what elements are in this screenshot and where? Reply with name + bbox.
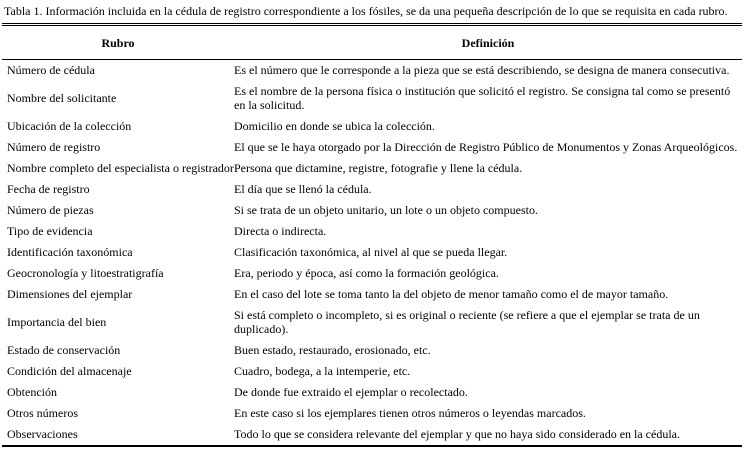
definicion-cell: Clasificación taxonómica, al nivel al que se pueda llegar. (234, 245, 508, 259)
column-header-rubro: Rubro (2, 25, 234, 60)
definicion-cell: Persona que dictamine, registre, fotografie y llene la cédula. (234, 161, 523, 175)
table-row (2, 361, 742, 382)
definicion-cell: Directa o indirecta. (234, 224, 327, 238)
definicion-cell: En este caso si los ejemplares tienen otros números o leyendas marcados. (234, 406, 586, 420)
rubro-cell: Geocronología y litoestratigrafía (7, 266, 164, 280)
definicion-cell: Cuadro, bodega, a la intemperie, etc. (234, 364, 411, 378)
definicion-cell: El que se le haya otorgado por la Dirección de Registro Público de Monumentos y Zonas Arqueológicos. (234, 140, 738, 154)
definicion-cell: Todo lo que se considera relevante del ejemplar y que no haya sido considerado en la cédula. (234, 427, 680, 441)
rubro-cell: Número de registro (7, 140, 101, 154)
table-row (2, 200, 742, 221)
definicion-cell: Es el número que le corresponde a la pieza que se está describiendo, se designa de manera consecutiva. (234, 63, 730, 77)
rubro-cell: Obtención (7, 385, 57, 399)
rubro-cell: Ubicación de la colección (7, 119, 132, 133)
table-row (2, 158, 742, 179)
table-row (2, 305, 742, 340)
header-row (2, 25, 742, 60)
rubro-cell: Condición del almacenaje (7, 364, 132, 378)
definicion-cell: De donde fue extraido el ejemplar o recolectado. (234, 385, 468, 399)
table-row (2, 81, 742, 116)
definicion-cell: En el caso del lote se toma tanto la del objeto de menor tamaño como el de mayor tamaño. (234, 287, 669, 301)
table-row (2, 340, 742, 361)
rubro-cell: Tipo de evidencia (7, 224, 93, 238)
registration-fields-table (2, 23, 742, 447)
table-row (2, 221, 742, 242)
rubro-cell: Número de piezas (7, 203, 94, 217)
rubro-cell: Nombre del solicitante (7, 91, 117, 105)
rubro-cell: Otros números (7, 406, 78, 420)
table-header (2, 25, 742, 60)
rubro-cell: Fecha de registro (7, 182, 90, 196)
definicion-cell: Era, periodo y época, así como la formación geológica. (234, 266, 499, 280)
table-caption: Tabla 1. Información incluida en la cédula de registro correspondiente a los fósiles, se da una pequeña descripción de lo que se requisita en cada rubro. (4, 4, 728, 18)
rubro-cell: Identificación taxonómica (7, 245, 133, 259)
table-row (2, 263, 742, 284)
table-row (2, 242, 742, 263)
table-row (2, 60, 742, 82)
definicion-cell: Si está completo o incompleto, si es original o reciente (se refiere a que el ejemplar se trata de un duplicado). (234, 308, 700, 336)
rubro-cell: Dimensiones del ejemplar (7, 287, 133, 301)
table-row (2, 137, 742, 158)
definicion-cell: Domicilio en donde se ubica la colección. (234, 119, 435, 133)
rubro-cell: Importancia del bien (7, 315, 107, 329)
rubro-cell: Número de cédula (7, 63, 95, 77)
table-row (2, 179, 742, 200)
table-row (2, 116, 742, 137)
definicion-cell: El día que se llenó la cédula. (234, 182, 372, 196)
table-body (2, 60, 742, 447)
rubro-cell: Estado de conservación (7, 343, 121, 357)
rubro-cell: Observaciones (7, 427, 78, 441)
rubro-cell: Nombre completo del especialista o registrador (7, 161, 234, 175)
table-row (2, 284, 742, 305)
table-row (2, 403, 742, 424)
table-row (2, 382, 742, 403)
table-row (2, 424, 742, 446)
definicion-cell: Si se trata de un objeto unitario, un lote o un objeto compuesto. (234, 203, 538, 217)
definicion-cell: Buen estado, restaurado, erosionado, etc. (234, 343, 431, 357)
column-header-definicion: Definición (234, 25, 742, 60)
definicion-cell: Es el nombre de la persona física o institución que solicitó el registro. Se consigna tal como se presentó en la solicitud. (234, 84, 731, 112)
